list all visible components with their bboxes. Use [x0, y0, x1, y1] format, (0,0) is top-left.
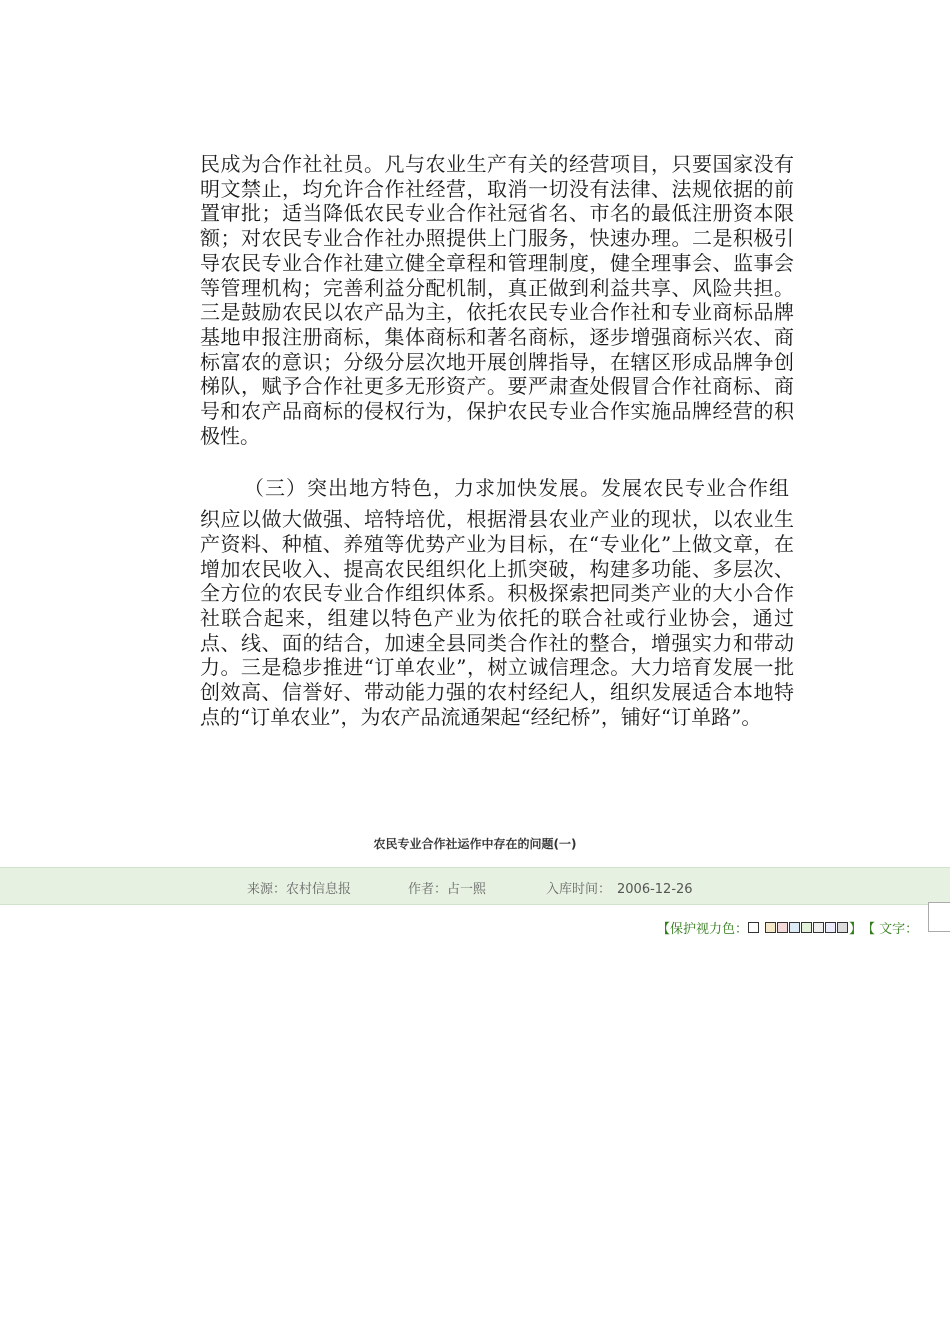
section-heading: （三）突出地方特色，力求加快发展。 — [244, 476, 601, 501]
section-paragraph — [200, 476, 794, 501]
article-meta-bar — [0, 867, 950, 905]
color-swatch[interactable] — [801, 922, 812, 933]
article-author: 作者：占一熙 — [408, 882, 487, 897]
color-swatch[interactable] — [765, 922, 776, 933]
article-date-row — [546, 878, 693, 897]
eye-color-label: 保护视力色： — [670, 922, 749, 937]
date-label: 入库时间： — [546, 882, 612, 897]
bracket-open: 【 — [657, 922, 671, 937]
text-size-label: 【 文字： — [862, 922, 919, 937]
bracket-close: 】 — [849, 922, 863, 937]
reading-tools — [657, 918, 918, 937]
paragraph-2: 织应以做大做强、培特培优，根据滑县农业产业的现状，以农业生产资料、种植、养殖等优势产业为目标，在“专业化”上做文章，在增加农民收入、提高农民组织化上抓突破，构建多功能、多层次、全方位的农民专业合作组织体系。积极探索把同类产业的大小合作社联合起来，组建以特色产业为依托的联合社或行业协会，通过点、线、面的结合，加速全县同类合作社的整合，增强实力和带动力。三是稳步推进“订单农业”，树立诚信理念。大力培育发展一批创效高、信誉好、带动能力强的农村经纪人，组织发展适合本地特点的“订单农业”，为农产品流通架起“经纪桥”，铺好“订单路”。 — [200, 507, 794, 729]
paragraph-1: 民成为合作社社员。凡与农业生产有关的经营项目，只要国家没有明文禁止，均允许合作社经营，取消一切没有法律、法规依据的前置审批；适当降低农民专业合作社冠省名、市名的最低注册资本限额；对农民专业合作社办照提供上门服务，快速办理。二是积极引导农民专业合作社建立健全章程和管理制度，健全理事会、监事会等管理机构；完善利益分配机制，真正做到利益共享、风险共担。三是鼓励农民以农产品为主，依托农民专业合作社和专业商标品牌基地申报注册商标，集体商标和著名商标，逐步增强商标兴农、商标富农的意识；分级分层次地开展创牌指导，在辖区形成品牌争创梯队，赋予合作社更多无形资产。要严肃查处假冒合作社商标、商号和农产品商标的侵权行为，保护农民专业合作实施品牌经营的积极性。 — [200, 152, 794, 448]
color-swatch[interactable] — [777, 922, 788, 933]
color-swatch[interactable] — [748, 922, 759, 933]
color-swatch[interactable] — [813, 922, 824, 933]
article-date: 2006-12-26 — [617, 882, 693, 897]
paragraph-2-lead: 发展农民专业合作组 — [601, 476, 790, 501]
article-title: 农民专业合作社运作中存在的问题(一) — [373, 837, 577, 851]
color-swatch[interactable] — [825, 922, 836, 933]
article-source: 来源：农村信息报 — [247, 882, 352, 897]
article-continuation — [200, 152, 794, 729]
color-swatch[interactable] — [789, 922, 800, 933]
eye-color-swatches — [748, 920, 849, 935]
color-swatch[interactable] — [837, 922, 848, 933]
text-size-box[interactable] — [928, 902, 950, 932]
